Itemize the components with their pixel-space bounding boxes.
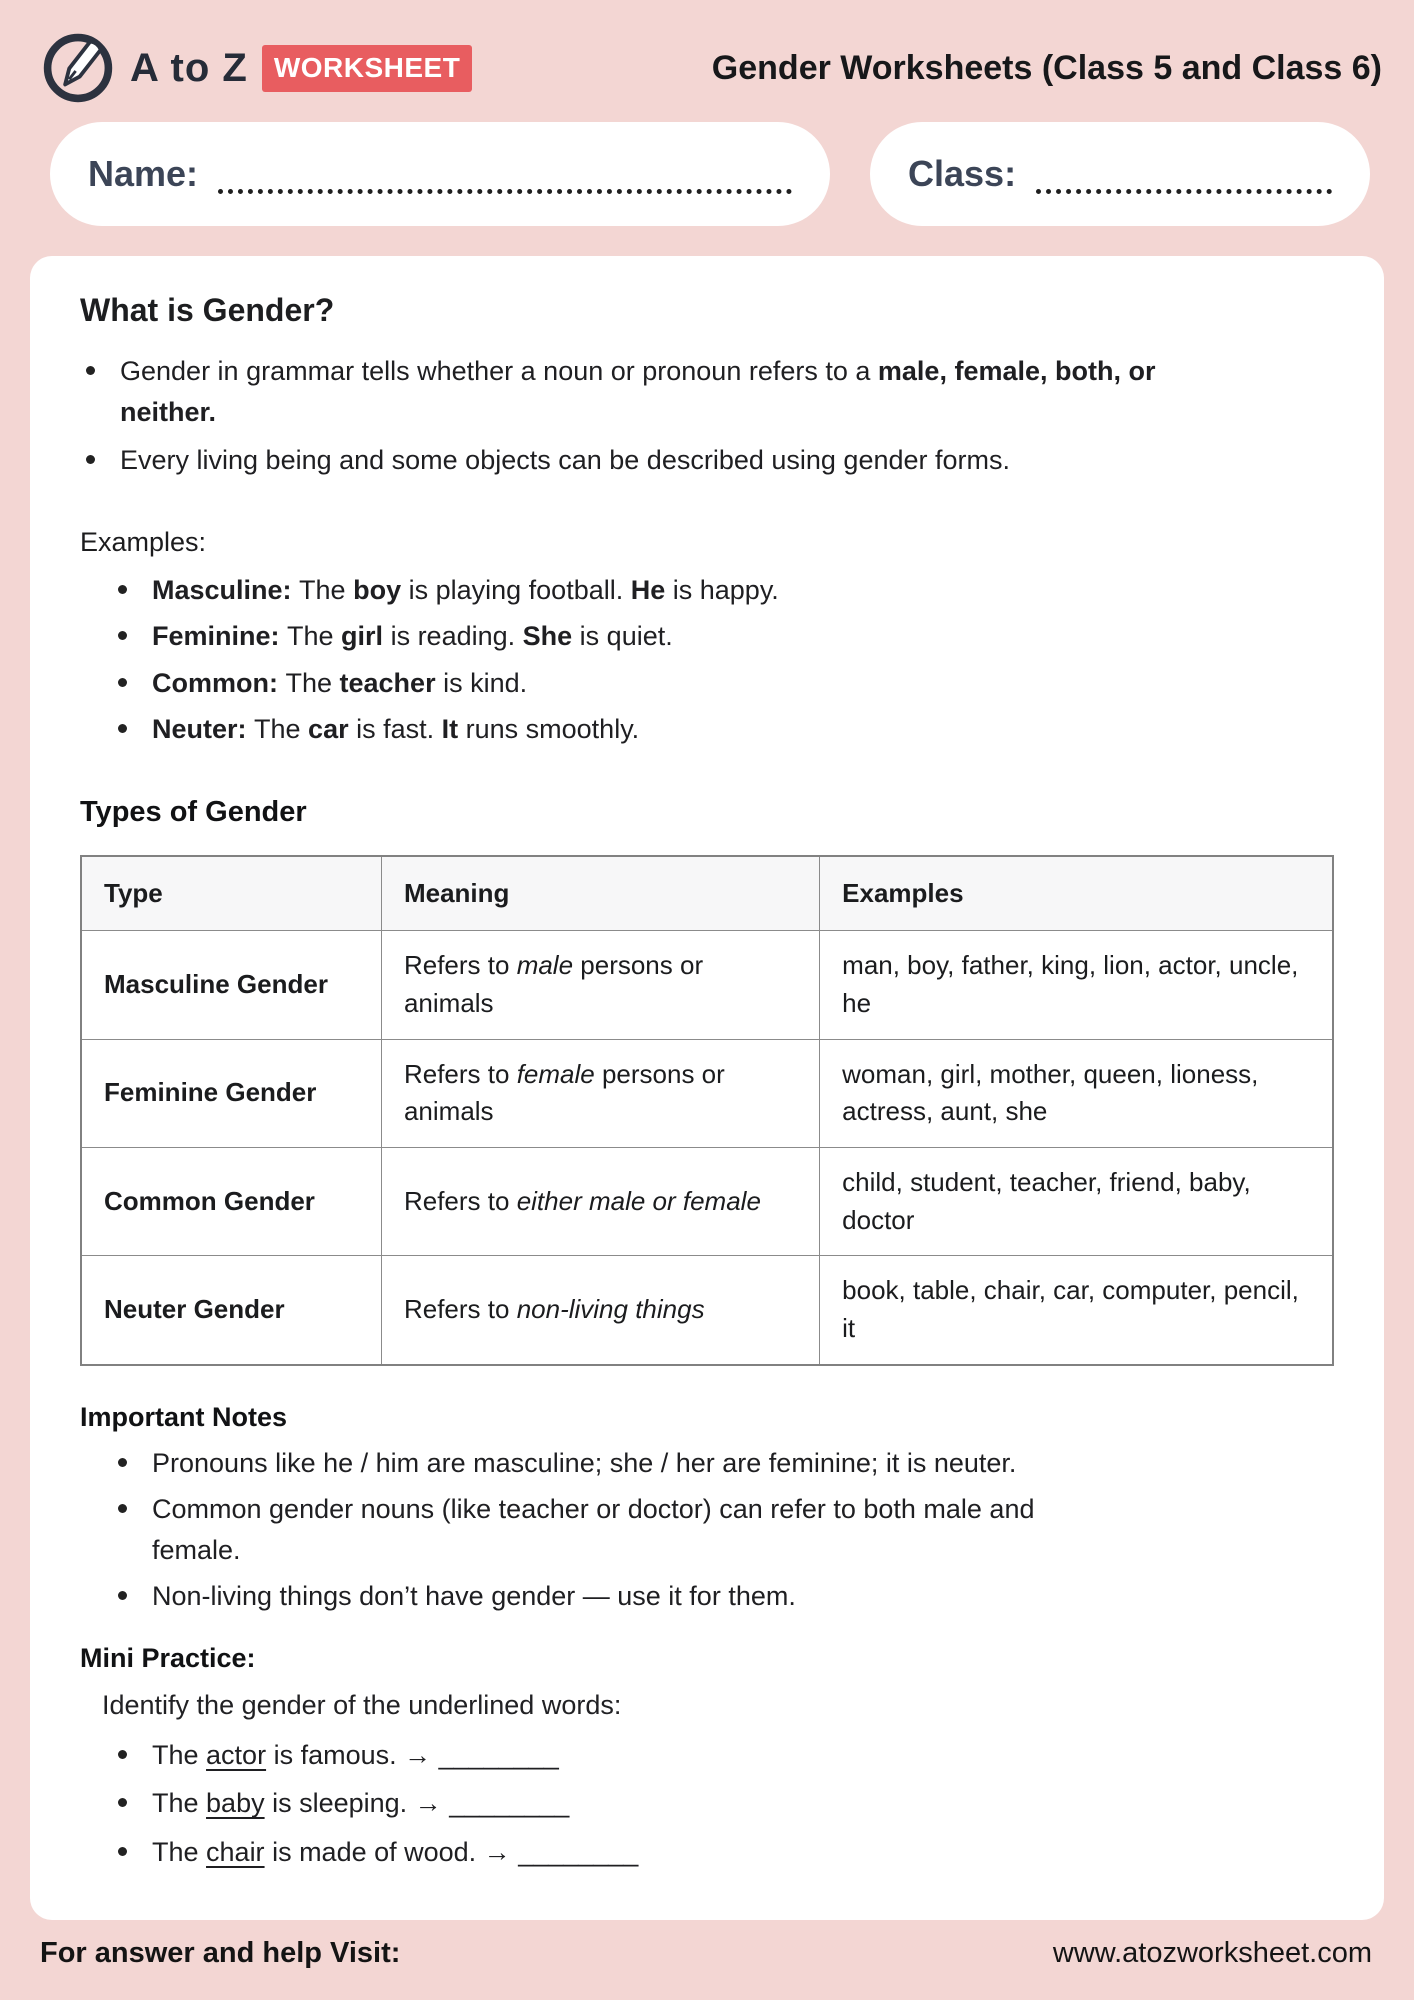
meaning-cell: Refers to male persons or animals: [381, 931, 819, 1039]
practice-instruction: Identify the gender of the underlined words:: [102, 1689, 622, 1720]
name-label: Name:: [88, 153, 199, 194]
column-header-examples: Examples: [820, 856, 1333, 931]
logo-badge: WORKSHEET: [262, 45, 473, 92]
table-header-row: [81, 856, 1333, 931]
list-item: Neuter: The car is fast. It runs smoothly.: [118, 709, 1334, 750]
type-cell: Neuter Gender: [81, 1256, 381, 1365]
type-cell: Masculine Gender: [81, 931, 381, 1039]
type-cell: Common Gender: [81, 1147, 381, 1255]
list-item: Gender in grammar tells whether a noun or pronoun refers to a male, female, both, or neither.: [80, 351, 1170, 432]
meaning-cell: Refers to either male or female: [381, 1147, 819, 1255]
section-types: [80, 796, 1334, 1366]
class-label: Class:: [908, 153, 1017, 194]
list-item: Masculine: The boy is playing football. He is happy.: [118, 570, 1334, 611]
practice-item[interactable]: The actor is famous. → ________: [118, 1735, 1334, 1776]
class-field: [870, 122, 1370, 226]
section-examples: [80, 527, 1334, 750]
fields-row: [0, 106, 1414, 226]
footer-help-text: For answer and help Visit:: [40, 1937, 401, 1970]
list-item: Common: The teacher is kind.: [118, 663, 1334, 704]
worksheet-card: [30, 256, 1384, 1920]
pen-circle-icon: [40, 30, 116, 106]
type-cell: Feminine Gender: [81, 1039, 381, 1147]
examples-list: [80, 570, 1334, 750]
list-item: Feminine: The girl is reading. She is quiet.: [118, 616, 1334, 657]
what-is-heading: What is Gender?: [80, 292, 335, 328]
notes-heading: Important Notes: [80, 1401, 288, 1432]
column-header-type: Type: [81, 856, 381, 931]
types-heading: Types of Gender: [80, 795, 307, 828]
page-title: Gender Worksheets (Class 5 and Class 6): [711, 48, 1382, 87]
header: [0, 0, 1414, 106]
name-field: [50, 122, 830, 226]
column-header-meaning: Meaning: [381, 856, 819, 931]
meaning-cell: Refers to female persons or animals: [381, 1039, 819, 1147]
section-what-is: [80, 292, 1334, 481]
table-row: [81, 1039, 1333, 1147]
section-notes: [80, 1402, 1334, 1617]
list-item: Non-living things don’t have gender — use it for them.: [118, 1576, 1078, 1617]
examples-cell: woman, girl, mother, queen, lioness, actress, aunt, she: [820, 1039, 1333, 1147]
practice-item[interactable]: The chair is made of wood. → ________: [118, 1832, 1334, 1873]
notes-list: [80, 1443, 1334, 1617]
section-practice: [80, 1643, 1334, 1873]
gender-types-table: [80, 855, 1334, 1366]
list-item: Pronouns like he / him are masculine; she / her are feminine; it is neuter.: [118, 1443, 1078, 1484]
table-row: [81, 1256, 1333, 1365]
practice-item[interactable]: The baby is sleeping. → ________: [118, 1783, 1334, 1824]
examples-cell: book, table, chair, car, computer, pencil, it: [820, 1256, 1333, 1365]
examples-cell: man, boy, father, king, lion, actor, uncle, he: [820, 931, 1333, 1039]
class-dotted-line[interactable]: [1036, 154, 1332, 194]
footer: [0, 1920, 1414, 1970]
table-row: [81, 931, 1333, 1039]
footer-site-url: www.atozworksheet.com: [1052, 1937, 1372, 1970]
practice-heading: Mini Practice:: [80, 1642, 256, 1673]
what-is-bullet-list: [80, 351, 1334, 481]
examples-heading: Examples:: [80, 526, 207, 557]
table-row: [81, 1147, 1333, 1255]
logo-text: A to Z: [130, 45, 248, 90]
name-dotted-line[interactable]: [218, 154, 792, 194]
list-item: Every living being and some objects can be described using gender forms.: [80, 440, 1170, 481]
meaning-cell: Refers to non-living things: [381, 1256, 819, 1365]
logo: [40, 30, 472, 106]
examples-cell: child, student, teacher, friend, baby, doctor: [820, 1147, 1333, 1255]
practice-list: [80, 1735, 1334, 1873]
list-item: Common gender nouns (like teacher or doctor) can refer to both male and female.: [118, 1489, 1078, 1570]
